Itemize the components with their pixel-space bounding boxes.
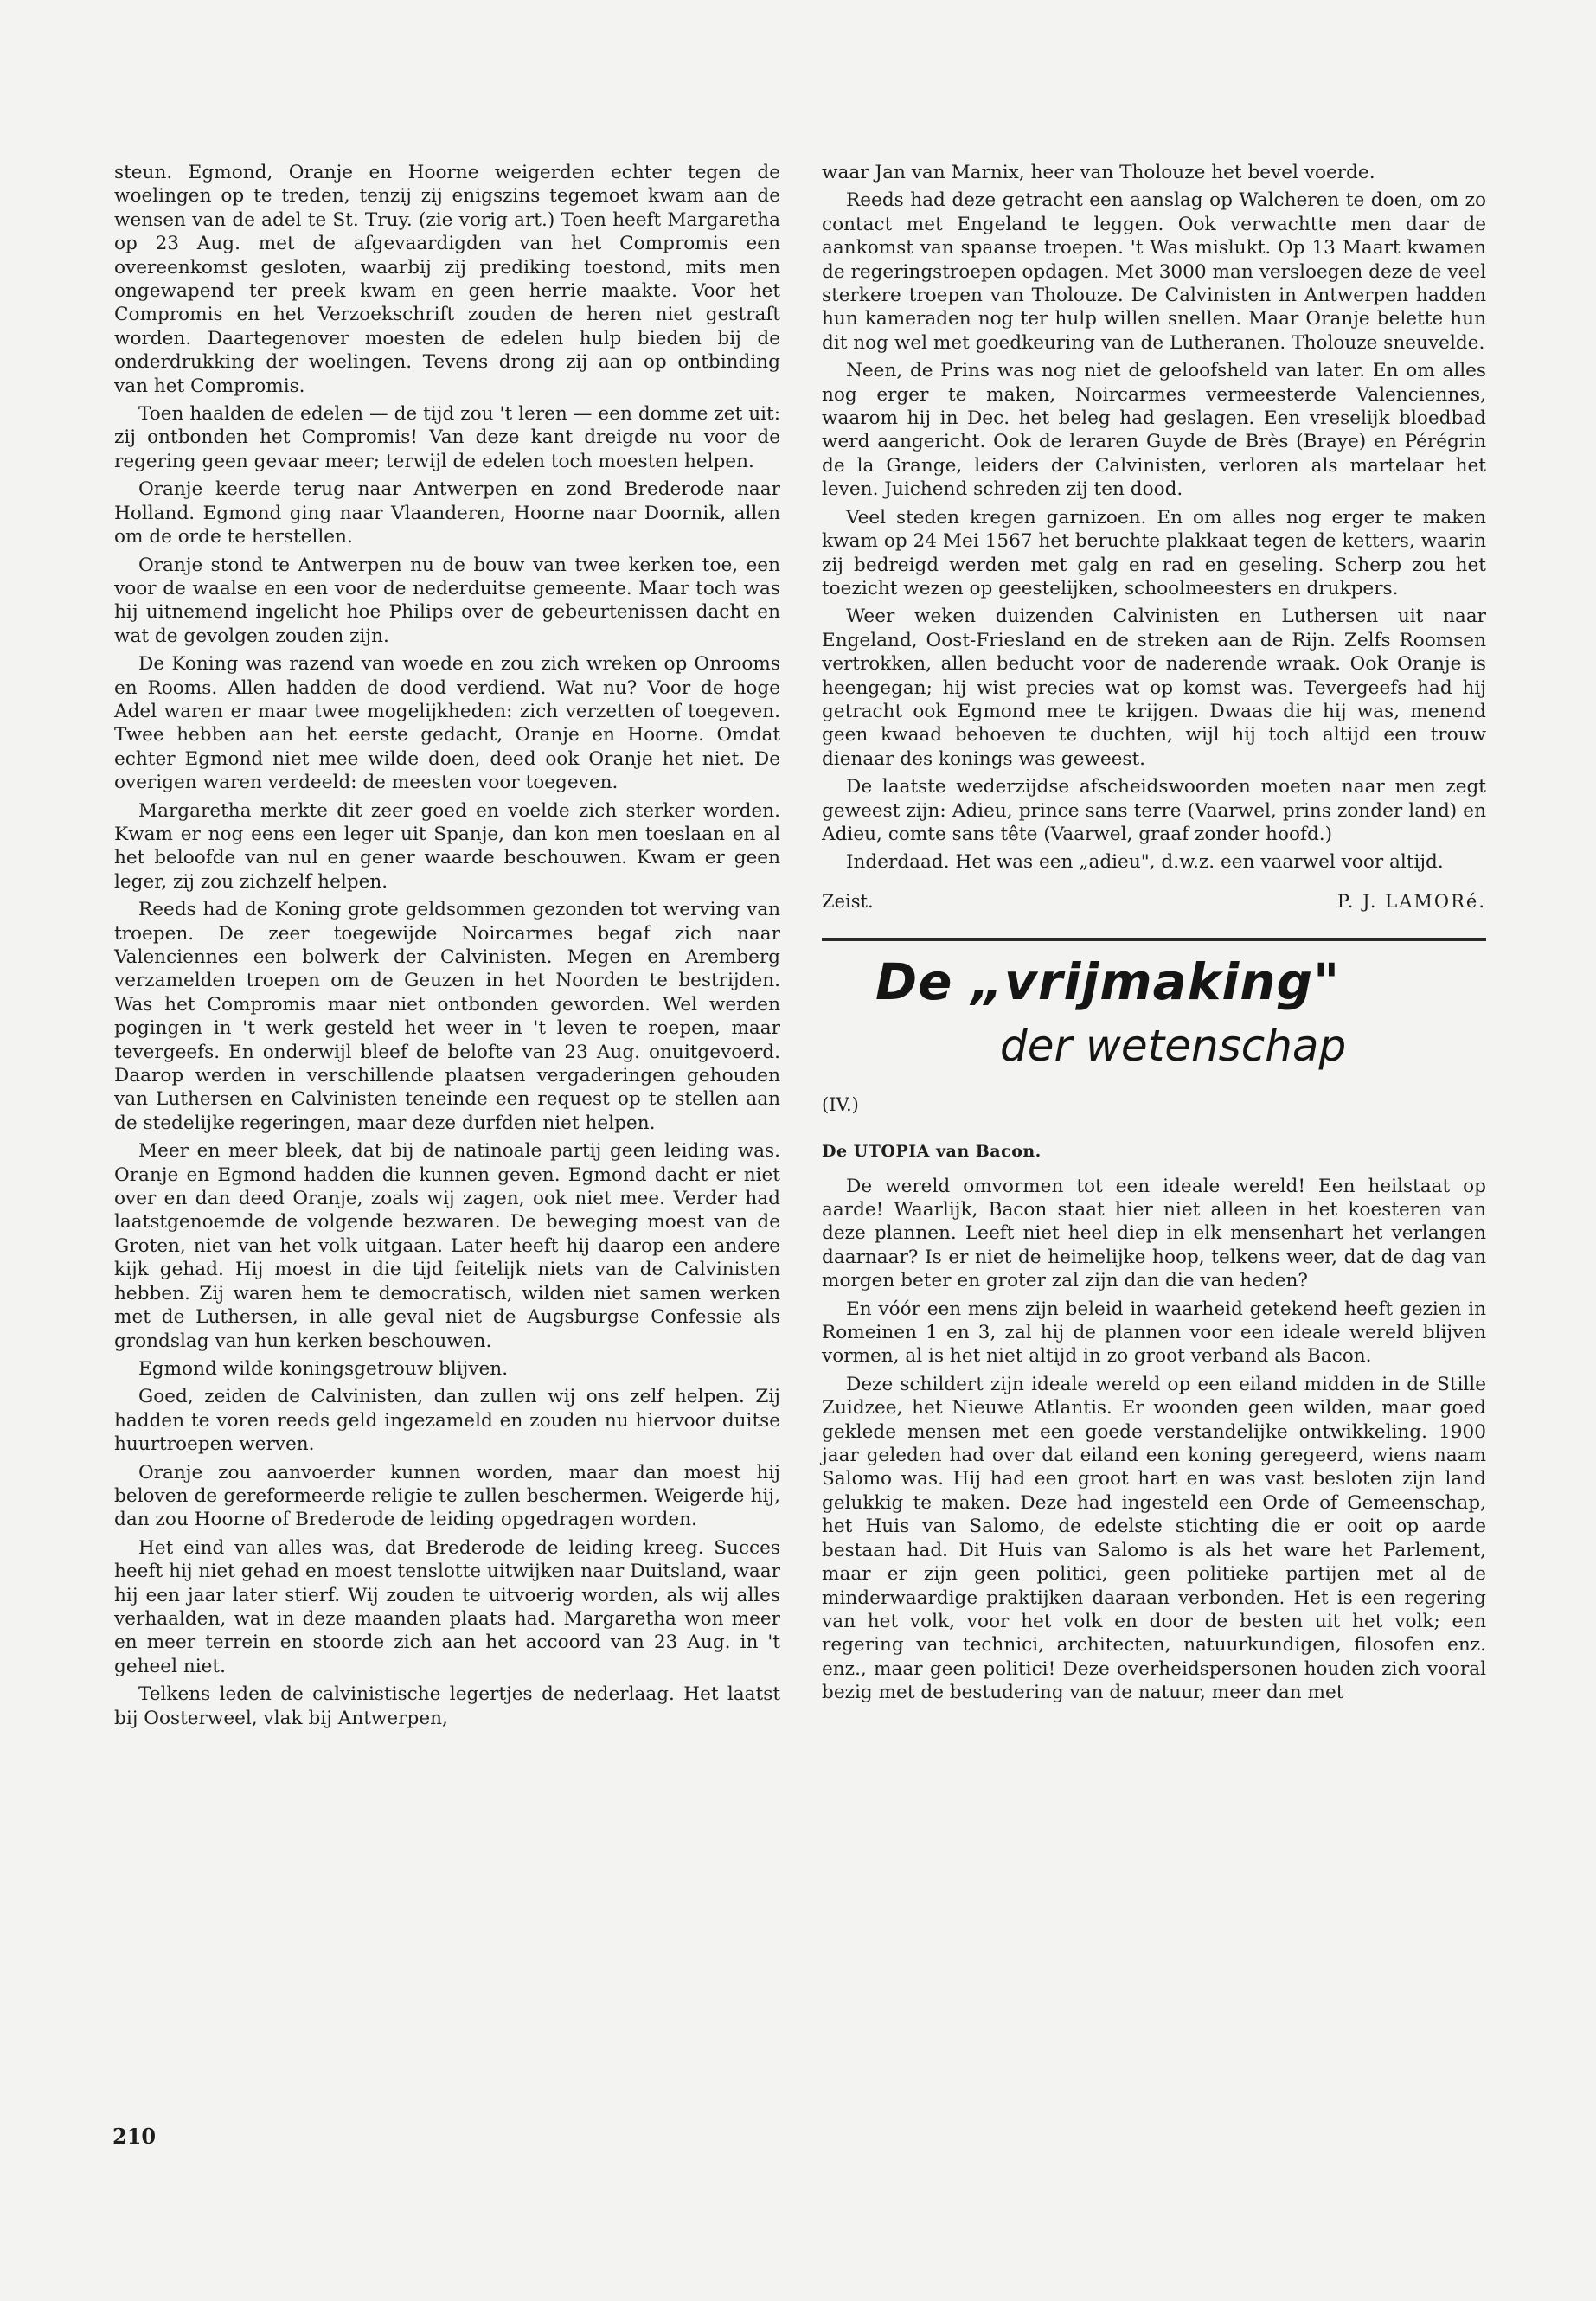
article-paragraph: En vóór een mens zijn beleid in waarheid getekend heeft gezien in Romeinen 1 en 3, zal hij de plannen voor een ideale wereld blijven vormen, al is het niet altijd in zo groot verband als Bacon. xyxy=(822,1298,1486,1368)
right-paragraph: Inderdaad. Het was een „adieu", d.w.z. een vaarwel voor altijd. xyxy=(846,851,1444,874)
left-paragraph: De Koning was razend van woede en zou zich wreken op Onrooms en Rooms. Allen hadden de dood verdiend. Wat nu? Voor de hoge Adel waren er maar twee mogelijkheden: zich verzetten of toegeven. Twee hebben aan het eerste gedacht, Oranje en Hoorne. Omdat echter Egmond niet mee wilde doen, deed ook Oranje het niet. De overigen waren verdeeld: de meesten voor toegeven. xyxy=(114,653,780,794)
article-subhead: De UTOPIA van Bacon. xyxy=(822,1142,1042,1162)
left-paragraph: Oranje zou aanvoerder kunnen worden, maar dan moest hij beloven de gereformeerde religie te zullen beschermen. Weigerde hij, dan zou Hoorne of Brederode de leiding opgedragen worden. xyxy=(114,1461,780,1531)
signoff-place: Zeist. xyxy=(822,890,874,912)
left-paragraph: steun. Egmond, Oranje en Hoorne weigerden echter tegen de woelingen op te treden, tenzij zij enigszins tegemoet kwam aan de wensen van de adel te St. Truy. (zie vorig art.) Toen heeft Margaretha op 23 Aug. met de afgevaardigden van het Compromis een overeenkomst gesloten, waarbij zij prediking toestond, mits men ongewapend ter preek kwam en geen herrie maakte. Voor het Compromis en het Verzoekschrift zouden de heren niet gestraft worden. Daartegenover moesten de edelen hulp bieden bij de onderdrukking der woelingen. Tevens drong zij aan op ontbinding van het Compromis. xyxy=(114,162,780,397)
right-column xyxy=(822,161,1486,1709)
left-paragraph: Toen haalden de edelen — de tijd zou 't leren — een domme zet uit: zij ontbonden het Compromis! Van deze kant dreigde nu voor de regering geen gevaar meer; terwijl de edelen toch moesten helpen. xyxy=(114,403,780,472)
signoff xyxy=(822,890,1486,913)
page-number: 210 xyxy=(112,2124,157,2149)
right-paragraph: waar Jan van Marnix, heer van Tholouze het bevel voerde. xyxy=(822,162,1375,183)
left-column xyxy=(114,161,780,1734)
article-heading xyxy=(822,950,1486,1123)
left-paragraph: Oranje keerde terug naar Antwerpen en zond Brederode naar Holland. Egmond ging naar Vlaanderen, Hoorne naar Doornik, allen om de orde te herstellen. xyxy=(114,478,780,548)
left-paragraph: Oranje stond te Antwerpen nu de bouw van twee kerken toe, een voor de waalse en een voor de nederduitse gemeente. Maar toch was hij uitnemend ingelicht hoe Philips over de gebeurtenissen dacht en wat de gevolgen zouden zijn. xyxy=(114,554,780,647)
article-paragraph: De wereld omvormen tot een ideale wereld! Een heilstaat op aarde! Waarlijk, Bacon staat hier niet alleen in het koesteren van deze plannen. Leeft niet heel diep in elk mensenhart het verlangen daarnaar? Is er niet de heimelijke hoop, telkens weer, dat de dag van morgen beter en groter zal zijn dan die van heden? xyxy=(822,1175,1486,1292)
right-paragraph: Neen, de Prins was nog niet de geloofsheld van later. En om alles nog erger te maken, Noircarmes vermeesterde Valenciennes, waarom hij in Dec. het beleg had geslagen. Een vreselijk bloedbad werd aangericht. Ook de leraren Guyde de Brès (Braye) en Pérégrin de la Grange, leiders der Calvinisten, verloren als martelaar het leven. Juichend schreden zij ten dood. xyxy=(822,360,1486,501)
left-paragraph: Telkens leden de calvinistische legertjes de nederlaag. Het laatst bij Oosterweel, vlak bij Antwerpen, xyxy=(114,1683,780,1729)
article-series-number: (IV.) xyxy=(822,1094,859,1116)
signoff-author: P. J. LAMORé. xyxy=(1336,890,1486,912)
left-paragraph: Margaretha merkte dit zeer goed en voelde zich sterker worden. Kwam er nog eens een leger uit Spanje, dan kon men toeslaan en al het beloofde van nul en gener waarde beschouwen. Kwam er geen leger, zij zou zichzelf helpen. xyxy=(114,799,780,893)
left-paragraph: Egmond wilde koningsgetrouw blijven. xyxy=(138,1357,509,1380)
right-paragraph: De laatste wederzijdse afscheidswoorden moeten naar men zegt geweest zijn: Adieu, prince sans terre (Vaarwel, prins zonder land) en Adieu, comte sans tête (Vaarwel, graaf zonder hoofd.) xyxy=(822,776,1486,845)
left-paragraph: Goed, zeiden de Calvinisten, dan zullen wij ons zelf helpen. Zij hadden te voren reeds geld ingezameld en zouden nu hiervoor duitse huurtroepen werven. xyxy=(114,1386,780,1456)
article-title-line2: der wetenschap xyxy=(1000,1021,1347,1072)
left-paragraph: Het eind van alles was, dat Brederode de leiding kreeg. Succes heeft hij niet gehad en moest tenslotte uitwijken naar Duitsland, waar hij een jaar later stierf. Wij zouden te uitvoerig worden, als wij alles verhaalden, wat in deze maanden plaats had. Margaretha won meer en meer terrein en stoorde zich aan het accoord van 23 Aug. in 't geheel niet. xyxy=(114,1536,780,1677)
left-paragraph: Meer en meer bleek, dat bij de natinoale partij geen leiding was. Oranje en Egmond hadden die kunnen geven. Egmond dacht er niet over en dan deed Oranje, zoals wij zagen, ook niet mee. Verder had laatstgenoemde de volgende bezwaren. De beweging moest van de Groten, niet van het volk uitgaan. Later heeft hij daarop een andere kijk gehad. Hij moest in die tijd feitelijk niets van de Calvinisten hebben. Zij waren hem te democratisch, wilden niet samen werken met de Luthersen, in alle geval niet de Augsburgse Confessie als grondslag van hun kerken beschouwen. xyxy=(114,1140,780,1352)
article-paragraph: Deze schildert zijn ideale wereld op een eiland midden in de Stille Zuidzee, het Nieuwe Atlantis. Er woonden geen wilden, maar goed geklede mensen met een goede verstandelijke ontwikkeling. 1900 jaar geleden had over dat eiland een koning geregeerd, wiens naam Salomo was. Hij had een groot hart en was vast besloten zijn land gelukkig te maken. Deze had ingesteld een Orde of Gemeenschap, het Huis van Salomo, de edelste stichting die er ooit op aarde bestaan had. Dit Huis van Salomo is als het ware het Parlement, maar er zijn geen politici, geen politieke partijen met al de minderwaardige praktijken daaraan verbonden. Het is een regering van het volk, voor het volk en door de besten uit het volk; een regering van technici, architecten, natuurkundigen, filosofen enz. enz., maar geen politici! Deze overheidspersonen houden zich vooral bezig met de bestudering van de natuur, meer dan met xyxy=(822,1373,1486,1704)
article-title-line1: De „vrijmaking" xyxy=(875,952,1341,1012)
left-paragraph: Reeds had de Koning grote geldsommen gezonden tot werving van troepen. De zeer toegewijde Noircarmes begaf zich naar Valenciennes een bolwerk der Calvinisten. Megen en Aremberg verzamelden troepen om de Geuzen in het Noorden te bestrijden. Was het Compromis maar niet ontbonden geworden. Wel werden pogingen in 't werk gesteld het weer in 't leven te roepen, maar tevergeefs. En onderwijl bleef de belofte van 23 Aug. onuitgevoerd. Daarop werden in verschillende plaatsen vergaderingen gehouden van Luthersen en Calvinisten teneinde een request op te stellen aan de stedelijke regeringen, maar deze durfden niet helpen. xyxy=(114,899,780,1134)
right-paragraph: Reeds had deze getracht een aanslag op Walcheren te doen, om zo contact met Engeland te leggen. Ook verwachtte men daar de aankomst van spaanse troepen. 't Was mislukt. Op 13 Maart kwamen de regeringstroepen opdagen. Met 3000 man versloegen deze de veel sterkere troepen van Tholouze. De Calvinisten in Antwerpen hadden hun kameraden nog ter hulp willen snellen. Maar Oranje belette hun dit nog wel met goedkeuring van de Lutheranen. Tholouze sneuvelde. xyxy=(822,189,1486,354)
section-divider xyxy=(822,938,1486,941)
right-paragraph: Veel steden kregen garnizoen. En om alles nog erger te maken kwam op 24 Mei 1567 het beruchte plakkaat tegen de ketters, waarin zij bedreigd werden met galg en rad en geseling. Scherp zou het toezicht wezen op geestelijken, schoolmeesters en drukpers. xyxy=(822,506,1486,599)
right-paragraph: Weer weken duizenden Calvinisten en Luthersen uit naar Engeland, Oost-Friesland en de streken aan de Rijn. Zelfs Roomsen vertrokken, allen beducht voor de naderende wraak. Ook Oranje is heengegan; hij wist precies wat op komst was. Tevergeefs had hij getracht ook Egmond mee te krijgen. Dwaas die hij was, menend geen kwaad behoeven te duchten, wijl hij toch altijd een trouw dienaar des konings was geweest. xyxy=(822,606,1486,770)
